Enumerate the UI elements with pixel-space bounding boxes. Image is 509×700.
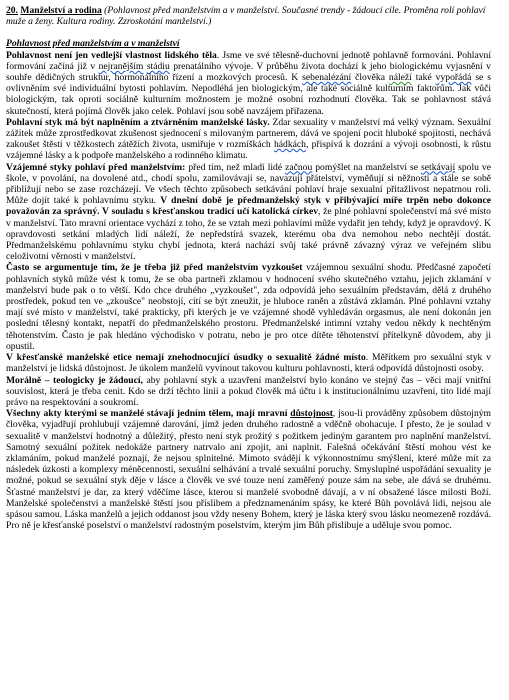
misspelled-word: stádiu bbox=[146, 60, 170, 72]
paragraph-dignity-of-acts bbox=[6, 408, 491, 531]
chapter-subtitle: (Pohlavnost před manželstvím a v manželství. Současné trendy - žádoucí cíle. Proměna rolí pohlaví muže a ženy. Kultura rodiny. Zzroskotání manželství.) bbox=[6, 5, 486, 28]
misspelled-word: hádkách bbox=[273, 139, 306, 151]
bold-lead: Pohlavní styk má být naplněním a ztvárněním manželské lásky. bbox=[6, 116, 270, 128]
text-run: . Jsme ve své tělesně-duchovní jednotě pohlavně formováni. Pohlavní formování začíná již v bbox=[6, 49, 491, 72]
chapter-number: 20. bbox=[6, 5, 18, 16]
bold-lead: Často se argumentuje tím, že je třeba již před manželstvím vyzkoušet bbox=[6, 262, 303, 274]
text-run: . Měřítkem pro sexuální styk v manželství je lidská důstojnost. Je úkolem manželů vyvinout takovou kulturu pohlavnosti, která odpovídá důstojnosti osoby. bbox=[6, 352, 491, 375]
paragraph-premarital-relations bbox=[6, 162, 491, 263]
text-run: prenatálního vývoje. V průběhu života dochází k jeho biologickému vyjasnění v souhře dědičných struktur, hormonálního řízení a mozkových procesů. K bbox=[6, 60, 491, 84]
bold-lead: Morálně – teologicky je žádoucí, bbox=[6, 374, 143, 386]
bold-lead: Všechny akty kterými se manželé stávají jedním tělem, mají mravní bbox=[6, 408, 288, 420]
bold-lead: V křesťanské manželské etice nemají znehodnocující úsudky o sexualitě žádné místo bbox=[6, 352, 366, 364]
text-run: , jsou-li prováděny způsobem důstojným člověka, vyjadřují prohlubují vzájemné darování, jímž jeden druhého radostně a vděčně obohacuje. I přesto, že je soulad v sexualitě v manželství hodnotný a důležitý, přesto není styk prožitý s požitkem jediným garantem pro naplnění manželství. Samotný sexuální požitek nedokáže partnery natrvalo ani zpojit, ani naplnit. Falešná očekávání štěstí mohou vést ke zklamáním, pokud manželé poznají, že nejsou splnitelné. Mimoto svádějí k výkonnostnímu smýšlení, které může mít za následek úzkosti a komplexy méněcennosti, sexuální selhávání a trvalé sexuální poruchy. Smysluplné uspořádání sexuality je možné, pokud se sexuální styk děje v lásce a člověk ve své touze není zaměřený pouze sám na sebe, ale dává se druhému. Šťastné manželství je dar, za který vděčíme lásce, kterou si manželé svobodně dávají, a v ní obsažené lásce milosti Boží. Manželské společenství a manželské štěstí jsou příslibem a předznamenáním spásy, ke které Bůh povolává lidi, nejsou ale spásou samou. Láska manželů a jejich oddanost jsou vždy neseny Bohem, který je láska který svou lásku neomezeně rozdává. Pro ně je křesťanské poselství o manželství radostným poselstvím, kterým jim Bůh přislibuje a uděluje svou pomoc. bbox=[6, 408, 491, 532]
paragraph-marital-love bbox=[6, 117, 491, 162]
paragraph-testing-argument bbox=[6, 262, 491, 352]
text-run: , přispívá k dozrání a vývoji osobnosti, k růstu vzájemné lásky a k podpoře manželského a rodinného klimatu. bbox=[6, 139, 492, 162]
text-run: Zdar sexuality v manželství má velký význam. Sexuální zážitek může zprostředkovat zkušenost sjednocení s milovaným partnerem, dává ve spojení pocit hluboké spojitosti, nechává zakoušet štěstí v těžkostech zátěžích života, usmiřuje v rozmíškách bbox=[6, 116, 491, 151]
paragraph-sexuality-intro bbox=[6, 50, 491, 117]
misspelled-word: začnou bbox=[285, 161, 313, 173]
misspelled-word: nejranějším bbox=[98, 60, 144, 72]
section-heading: Pohlavnost před manželstvím a v manželství bbox=[6, 38, 180, 50]
text-run: se s ovlivněním své individuální bytosti pohlavím. Nepodléhá jen biologickým, ale také sociálně kulturním faktorům. Jak vůči biologickým, tak oproti sociálně kulturním možnostem je možné osobní rozhodnutí člověka. Tak se pohlavnost stává skutečností, která pojímá člověk jako celek. Pohlaví jsou sobě navzájem přiřazena. bbox=[6, 72, 491, 117]
grammar-flagged-word: náleží bbox=[388, 72, 412, 84]
paragraph-christian-ethics bbox=[6, 352, 491, 374]
text-run: vzájemnou sexuální shodu. Předčasné započetí pohlavních styků může vést k tomu, že se oba partneři zklamou v hodnocení svého skutečného vztahu, jejich zklamání v manželství bude pak o to větší. Kdo chce druhého „vyzkoušet", zda odpovídá jeho sexuálním představám, dělá z druhého prostředek, pokud ten ve „zkoušce" neobstojí, cítí se být zneužit, je hluboce raněn a zůstává zklamán. Plné pohlavní vztahy mají své místo v manželství, také prakticky, při kterých je ve vzájemné shodě vyhledáván orgasmus, ale není dokonán jen poslední tělesný kontakt, nepatří do předmanželského prostoru. Předmanželské intimní vztahy vedou někdy k nechtěným těhotenstvím. Často je pak hledáno východisko v potratu, nebo je pro otce dítěte těhotenství přítelkyně důvodem, aby ji opustil. bbox=[6, 262, 491, 352]
bold-underlined-word: důstojnost bbox=[290, 408, 333, 420]
chapter-title: Manželství a rodina bbox=[20, 5, 102, 16]
paragraph-moral-theology bbox=[6, 375, 491, 409]
text-run: před tím, než mladí lidé bbox=[185, 161, 286, 173]
text-run: také bbox=[411, 72, 436, 84]
text-run: člověka bbox=[351, 72, 389, 84]
text-run: aby pohlavní styk a uzavření manželství bylo konáno ve stejný čas – věci mají vnitřní souvislost, která je třeba cenit. Kdo se drží těchto linií a pokud člověk má účtu i k institucionálnímu uzavření, tito lidé mají právo na respektování a soukromí. bbox=[6, 374, 492, 408]
document-header bbox=[6, 5, 491, 27]
text-run: spolu ve škole, v povolání, na dovolené atd., chodí spolu, zamilovávají se, navazují přátelství, vyměňují si něžnosti a stále se sobě přibližují nebo se zase rozcházejí. Ve všech těchto způsobech setkávání pohlaví hraje sexualní přitažlivost nepatrnou roli. Může dojít také k pohlavnímu styku. bbox=[6, 161, 491, 207]
bold-statement: V dnešní době je předmanželský styk v přibývající míře trpěn nebo dokonce považován za správný. V souladu s křesťanskou tradicí učí katolická církev bbox=[6, 195, 491, 218]
bold-lead: Vzájemné styky pohlaví před manželstvím: bbox=[6, 161, 186, 173]
text-run: , že plné pohlavní společenství má své místo v manželství. Tato mravní orientace vychází z toho, že se vztah mezi pohlavími může vydařit jen tehdy, když je opravdový. K opravdovosti setkání mladých lidí náleží, že nepředstírá svazek, kterému oba dva nemohou nebo nechtějí dostát. Předmanželskému pohlavnímu styku chybí jednota, která nachází svůj také právně závazný výraz ve veřejném slibu celoživotní věrnosti v manželství. bbox=[6, 206, 491, 263]
misspelled-word: setkávají bbox=[421, 161, 456, 173]
misspelled-word: sebenalézání bbox=[302, 72, 352, 84]
text-run: pomýšlet na manželství se bbox=[312, 161, 422, 173]
misspelled-word: vypořádá bbox=[435, 72, 472, 84]
bold-lead: Pohlavnost není jen vedlejší vlastnost lidského těla bbox=[6, 49, 217, 61]
